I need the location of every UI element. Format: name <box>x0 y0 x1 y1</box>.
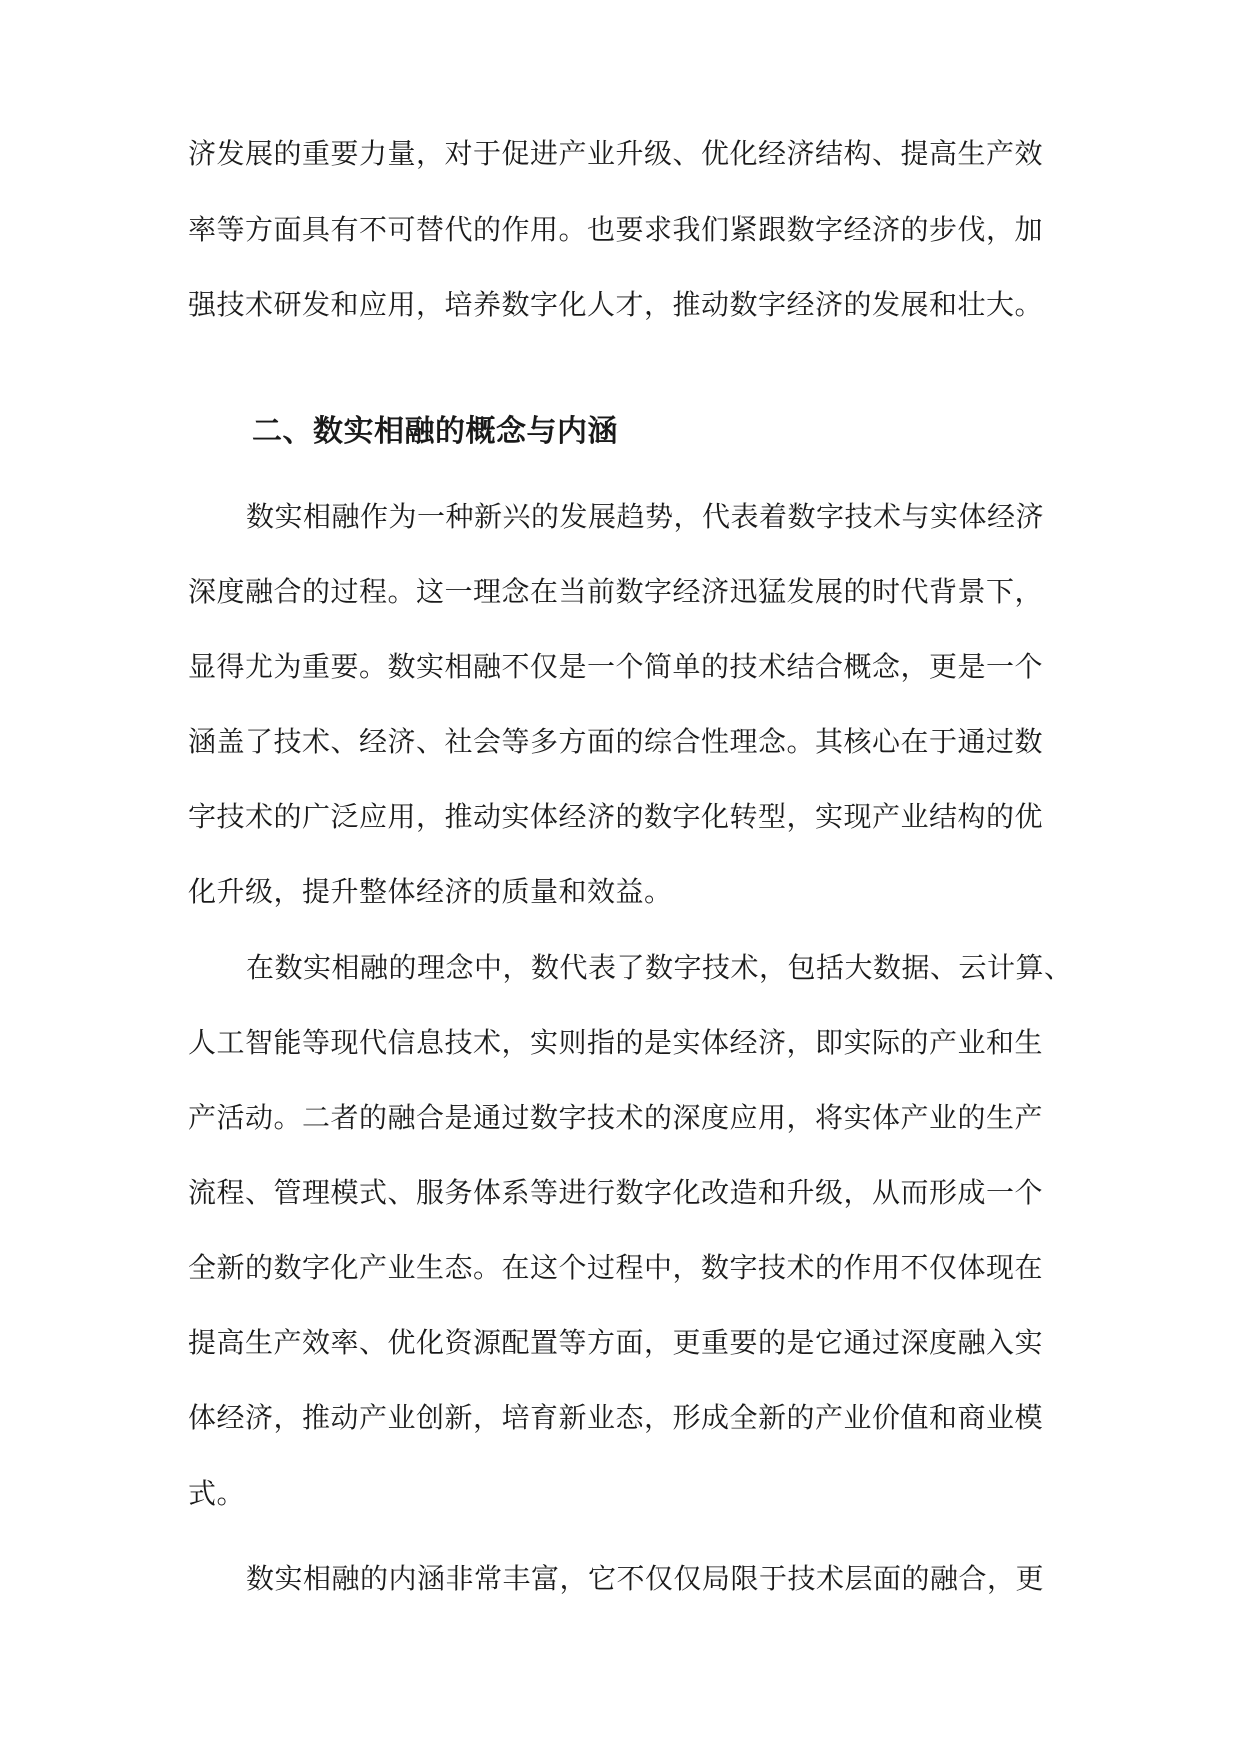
paragraph2-line-5: 全新的数字化产业生态。在这个过程中，数字技术的作用不仅体现在 <box>188 1251 1044 1284</box>
paragraph1-line-6: 化升级，提升整体经济的质量和效益。 <box>188 875 673 908</box>
paragraph1-line-1: 数实相融作为一种新兴的发展趋势，代表着数字技术与实体经济 <box>246 500 1045 533</box>
paragraph2-line-8: 式。 <box>188 1477 246 1510</box>
section-heading: 二、数实相融的概念与内涵 <box>252 414 618 449</box>
intro-line-1: 济发展的重要力量，对于促进产业升级、优化经济结构、提高生产效 <box>188 137 1044 170</box>
paragraph2-line-6: 提高生产效率、优化资源配置等方面，更重要的是它通过深度融入实 <box>188 1326 1044 1359</box>
paragraph1-line-3: 显得尤为重要。数实相融不仅是一个简单的技术结合概念，更是一个 <box>188 650 1044 683</box>
paragraph3-line-1: 数实相融的内涵非常丰富，它不仅仅局限于技术层面的融合，更 <box>246 1562 1045 1595</box>
paragraph2-line-2: 人工智能等现代信息技术，实则指的是实体经济，即实际的产业和生 <box>188 1026 1044 1059</box>
paragraph1-line-2: 深度融合的过程。这一理念在当前数字经济迅猛发展的时代背景下， <box>188 575 1044 608</box>
paragraph2-line-7: 体经济，推动产业创新，培育新业态，形成全新的产业价值和商业模 <box>188 1401 1044 1434</box>
paragraph2-line-1: 在数实相融的理念中，数代表了数字技术，包括大数据、云计算、 <box>246 951 1073 984</box>
intro-line-2: 率等方面具有不可替代的作用。也要求我们紧跟数字经济的步伐，加 <box>188 213 1044 246</box>
paragraph1-line-4: 涵盖了技术、经济、社会等多方面的综合性理念。其核心在于通过数 <box>188 725 1044 758</box>
paragraph2-line-4: 流程、管理模式、服务体系等进行数字化改造和升级，从而形成一个 <box>188 1176 1044 1209</box>
intro-line-3: 强技术研发和应用，培养数字化人才，推动数字经济的发展和壮大。 <box>188 288 1044 321</box>
paragraph2-line-3: 产活动。二者的融合是通过数字技术的深度应用，将实体产业的生产 <box>188 1101 1044 1134</box>
paragraph1-line-5: 字技术的广泛应用，推动实体经济的数字化转型，实现产业结构的优 <box>188 800 1044 833</box>
